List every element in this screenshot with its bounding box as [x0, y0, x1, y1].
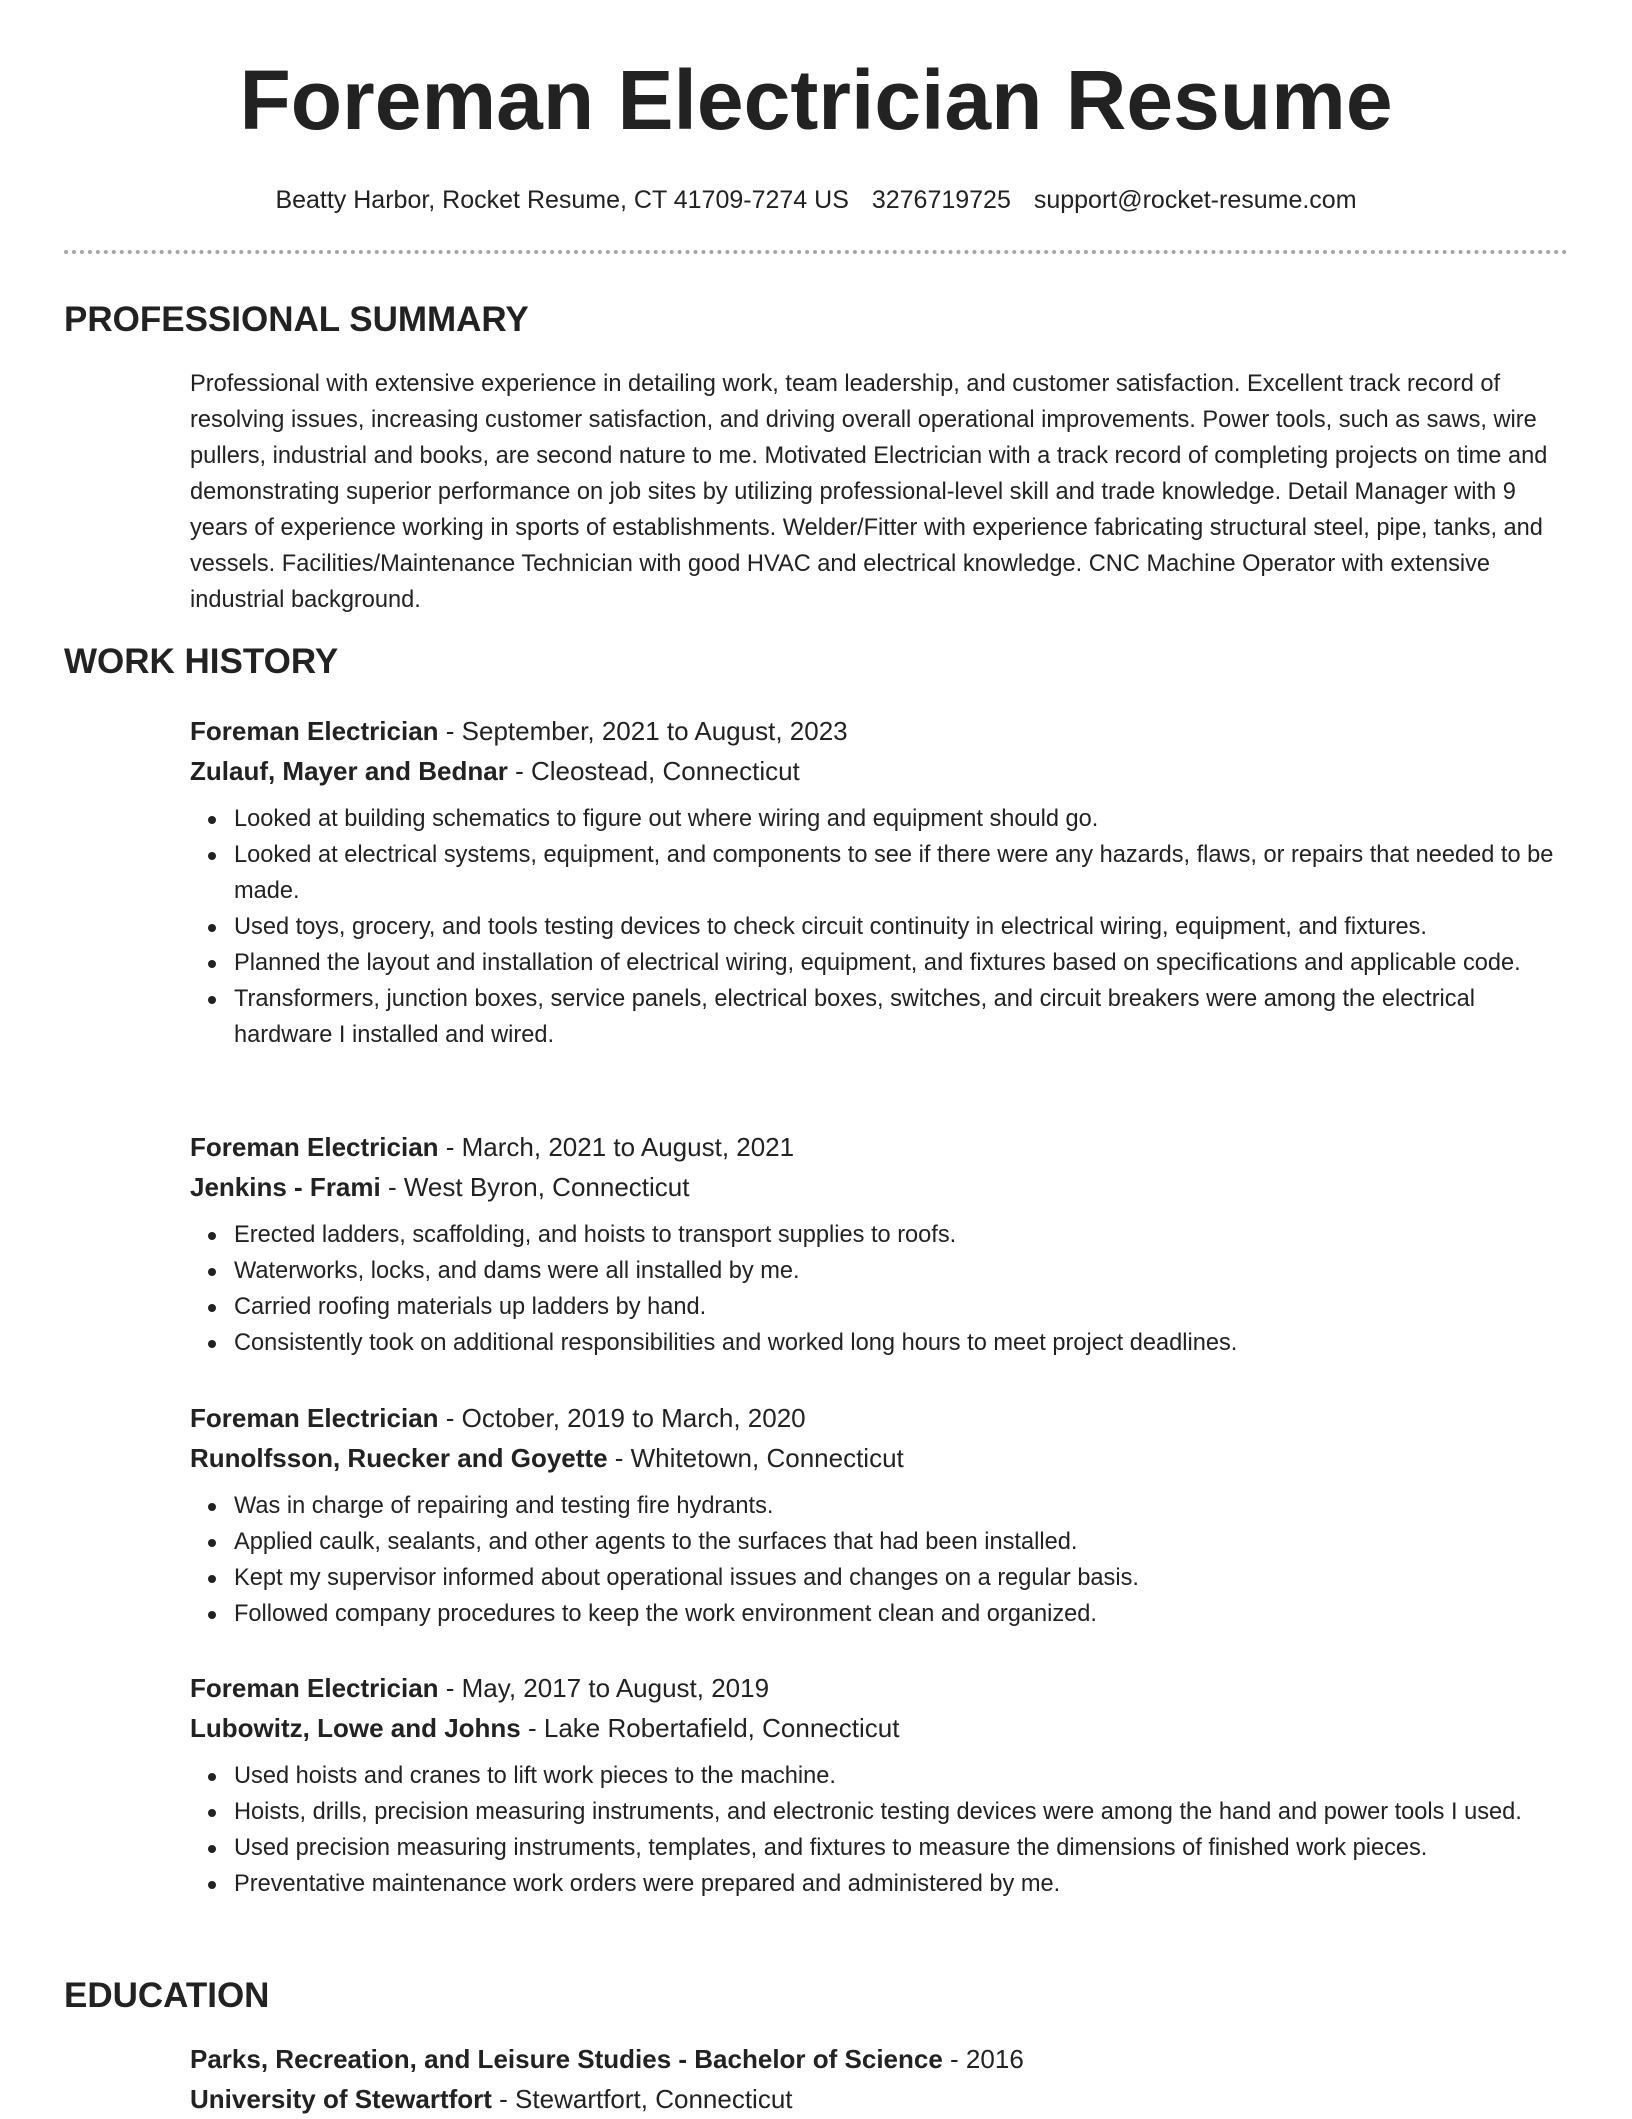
resume-title: Foreman Electrician Resume	[239, 53, 1393, 147]
job-title: Foreman Electrician	[190, 1673, 439, 1703]
job-company: Zulauf, Mayer and Bednar	[190, 756, 508, 786]
header-divider	[64, 250, 1568, 254]
job-title: Foreman Electrician	[190, 716, 439, 746]
job-location: - Lake Robertafield, Connecticut	[520, 1713, 900, 1743]
job-bullets	[190, 1217, 1566, 1361]
job-company: Runolfsson, Ruecker and Goyette	[190, 1443, 608, 1473]
job-bullet: Hoists, drills, precision measuring instruments, and electronic testing devices were among the hand and power tools I used.	[234, 1794, 1566, 1830]
summary-heading: PROFESSIONAL SUMMARY	[64, 300, 529, 339]
contact-line	[0, 184, 1632, 216]
job-bullet: Looked at building schematics to figure out where wiring and equipment should go.	[234, 801, 1566, 837]
education-degree-line	[190, 2039, 1566, 2079]
job-location: - Cleostead, Connecticut	[507, 756, 800, 786]
job-bullet: Applied caulk, sealants, and other agents to the surfaces that had been installed.	[234, 1524, 1566, 1560]
job-title-line	[190, 1668, 1566, 1708]
education-location: - Stewartfort, Connecticut	[491, 2084, 793, 2114]
job-dates: - September, 2021 to August, 2023	[438, 716, 848, 746]
job-entry	[190, 1127, 1566, 1361]
job-title-line	[190, 1127, 1566, 1167]
job-company: Jenkins - Frami	[190, 1172, 381, 1202]
education-school-line	[190, 2079, 1566, 2119]
job-bullet: Preventative maintenance work orders were prepared and administered by me.	[234, 1866, 1566, 1902]
education-heading: EDUCATION	[64, 1976, 270, 2015]
job-title-line	[190, 1398, 1566, 1438]
job-company-line	[190, 1438, 1566, 1478]
education-school: University of Stewartfort	[190, 2084, 492, 2114]
job-bullets	[190, 1488, 1566, 1632]
education-year: - 2016	[942, 2044, 1024, 2074]
work-history-heading: WORK HISTORY	[64, 642, 339, 681]
job-bullet: Planned the layout and installation of electrical wiring, equipment, and fixtures based on specifications and applicable code.	[234, 945, 1566, 981]
job-bullet: Kept my supervisor informed about operational issues and changes on a regular basis.	[234, 1560, 1566, 1596]
job-bullet: Followed company procedures to keep the work environment clean and organized.	[234, 1596, 1566, 1632]
job-location: - Whitetown, Connecticut	[607, 1443, 904, 1473]
education-degree: Parks, Recreation, and Leisure Studies - Bachelor of Science	[190, 2044, 943, 2074]
education-entry	[190, 2039, 1566, 2119]
summary-text: Professional with extensive experience in detailing work, team leadership, and customer satisfaction. Excellent track record of resolving issues, increasing customer satisfaction, and driving overall operational improvements. Power tools, such as saws, wire pullers, industrial and books, are second nature to me. Motivated Electrician with a track record of completing projects on time and demonstrating superior performance on job sites by utilizing professional-level skill and trade knowledge. Detail Manager with 9 years of experience working in sports of establishments. Welder/Fitter with experience fabricating structural steel, pipe, tanks, and vessels. Facilities/Maintenance Technician with good HVAC and electrical knowledge. CNC Machine Operator with extensive industrial background.	[190, 371, 1548, 613]
job-bullet: Erected ladders, scaffolding, and hoists to transport supplies to roofs.	[234, 1217, 1566, 1253]
job-bullet: Looked at electrical systems, equipment, and components to see if there were any hazards, flaws, or repairs that needed to be made.	[234, 837, 1566, 909]
job-bullet: Used precision measuring instruments, templates, and fixtures to measure the dimensions of finished work pieces.	[234, 1830, 1566, 1866]
job-bullet: Waterworks, locks, and dams were all installed by me.	[234, 1253, 1566, 1289]
contact-phone: 3276719725	[871, 186, 1011, 214]
job-entry	[190, 1668, 1566, 1902]
job-company-line	[190, 1167, 1566, 1207]
job-dates: - October, 2019 to March, 2020	[438, 1403, 806, 1433]
job-company-line	[190, 1708, 1566, 1748]
job-bullets	[190, 1758, 1566, 1902]
job-bullet: Transformers, junction boxes, service panels, electrical boxes, switches, and circuit breakers were among the electrical hardware I installed and wired.	[234, 981, 1566, 1053]
job-location: - West Byron, Connecticut	[380, 1172, 690, 1202]
job-title: Foreman Electrician	[190, 1403, 439, 1433]
job-bullet: Used hoists and cranes to lift work pieces to the machine.	[234, 1758, 1566, 1794]
job-entry	[190, 1398, 1566, 1632]
job-company: Lubowitz, Lowe and Johns	[190, 1713, 521, 1743]
job-entry	[190, 711, 1566, 1053]
job-company-line	[190, 751, 1566, 791]
job-title: Foreman Electrician	[190, 1132, 439, 1162]
contact-address: Beatty Harbor, Rocket Resume, CT 41709-7274 US	[275, 186, 849, 214]
job-bullet: Used toys, grocery, and tools testing devices to check circuit continuity in electrical wiring, equipment, and fixtures.	[234, 909, 1566, 945]
job-bullet: Was in charge of repairing and testing fire hydrants.	[234, 1488, 1566, 1524]
job-bullet: Consistently took on additional responsibilities and worked long hours to meet project deadlines.	[234, 1325, 1566, 1361]
job-dates: - May, 2017 to August, 2019	[438, 1673, 770, 1703]
job-bullets	[190, 801, 1566, 1053]
job-bullet: Carried roofing materials up ladders by hand.	[234, 1289, 1566, 1325]
contact-email: support@rocket-resume.com	[1033, 186, 1357, 214]
job-dates: - March, 2021 to August, 2021	[438, 1132, 795, 1162]
job-title-line	[190, 711, 1566, 751]
